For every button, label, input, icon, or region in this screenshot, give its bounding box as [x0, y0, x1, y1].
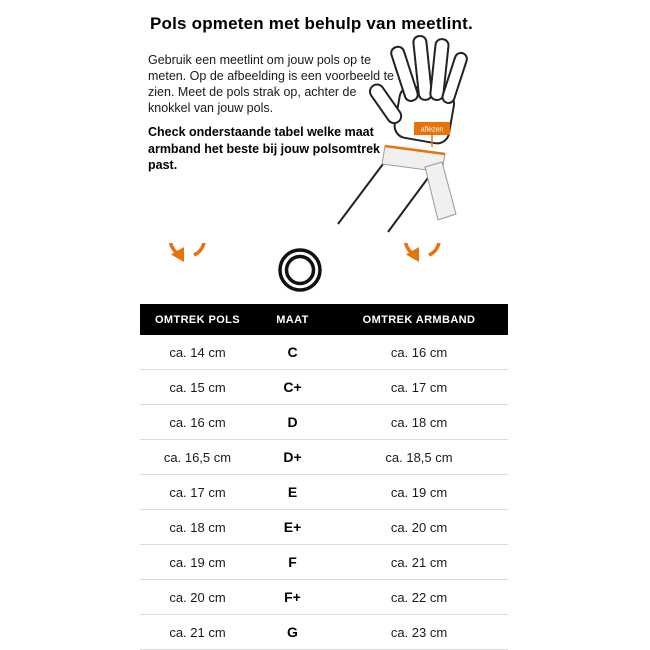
pols-value: ca. 16 cm — [169, 414, 226, 430]
maat-value: D — [287, 414, 298, 430]
pols-value: ca. 16,5 cm — [163, 449, 232, 465]
size-table — [140, 304, 508, 650]
rotate-arrow-icon — [162, 243, 212, 295]
rotate-arrow-icon — [397, 243, 447, 295]
pols-value: ca. 14 cm — [169, 344, 226, 360]
table-row — [140, 405, 508, 440]
size-table-body — [140, 335, 508, 650]
armband-value: ca. 23 cm — [390, 624, 448, 640]
pols-value: ca. 21 cm — [169, 624, 226, 640]
pols-value: ca. 17 cm — [169, 484, 226, 500]
table-row — [140, 510, 508, 545]
maat-value: E — [287, 484, 298, 500]
armband-value: ca. 18,5 cm — [385, 449, 453, 465]
armband-value: ca. 18 cm — [390, 414, 448, 430]
header-maat: MAAT — [276, 313, 309, 326]
maat-value: F — [288, 554, 297, 570]
pols-value: ca. 18 cm — [169, 519, 226, 535]
table-row — [140, 335, 508, 370]
maat-value: C+ — [283, 379, 302, 395]
tape-label-text: aflezen — [420, 126, 444, 134]
maat-value: G — [287, 624, 298, 640]
tape-read-label — [414, 122, 450, 147]
armband-value: ca. 20 cm — [390, 519, 448, 535]
check-table-paragraph: Check onderstaande tabel welke maat armband het beste bij jouw polsomtrek past. — [148, 125, 380, 172]
header-omtrek-pols: OMTREK POLS — [154, 313, 241, 326]
maat-value: E+ — [283, 519, 302, 535]
maat-value: F+ — [284, 589, 301, 605]
armband-value: ca. 22 cm — [390, 589, 448, 605]
intro-paragraph: Gebruik een meetlint om jouw pols op te meten. Op de afbeelding is een voorbeeld te zien. Meet de pols strak op, achter de knokkel van jouw pols. — [148, 53, 395, 115]
maat-value: D+ — [283, 449, 302, 465]
armband-value: ca. 16 cm — [390, 344, 448, 360]
table-row — [140, 545, 508, 580]
table-row — [140, 475, 508, 510]
page-title: Pols opmeten met behulp van meetlint. — [150, 14, 473, 33]
pols-value: ca. 15 cm — [169, 379, 226, 395]
table-row — [140, 580, 508, 615]
table-row — [140, 615, 508, 650]
pols-value: ca. 19 cm — [169, 554, 226, 570]
maat-value: C — [287, 344, 298, 360]
wrist-measure-illustration — [330, 34, 515, 239]
armband-value: ca. 19 cm — [390, 484, 448, 500]
header-omtrek-armband: OMTREK ARMBAND — [362, 313, 476, 326]
table-header-row — [140, 304, 508, 335]
armband-value: ca. 17 cm — [390, 379, 448, 395]
pols-value: ca. 20 cm — [169, 589, 226, 605]
table-row — [140, 440, 508, 475]
bracelet-ring-icon — [276, 246, 324, 294]
armband-value: ca. 21 cm — [390, 554, 448, 570]
table-row — [140, 370, 508, 405]
